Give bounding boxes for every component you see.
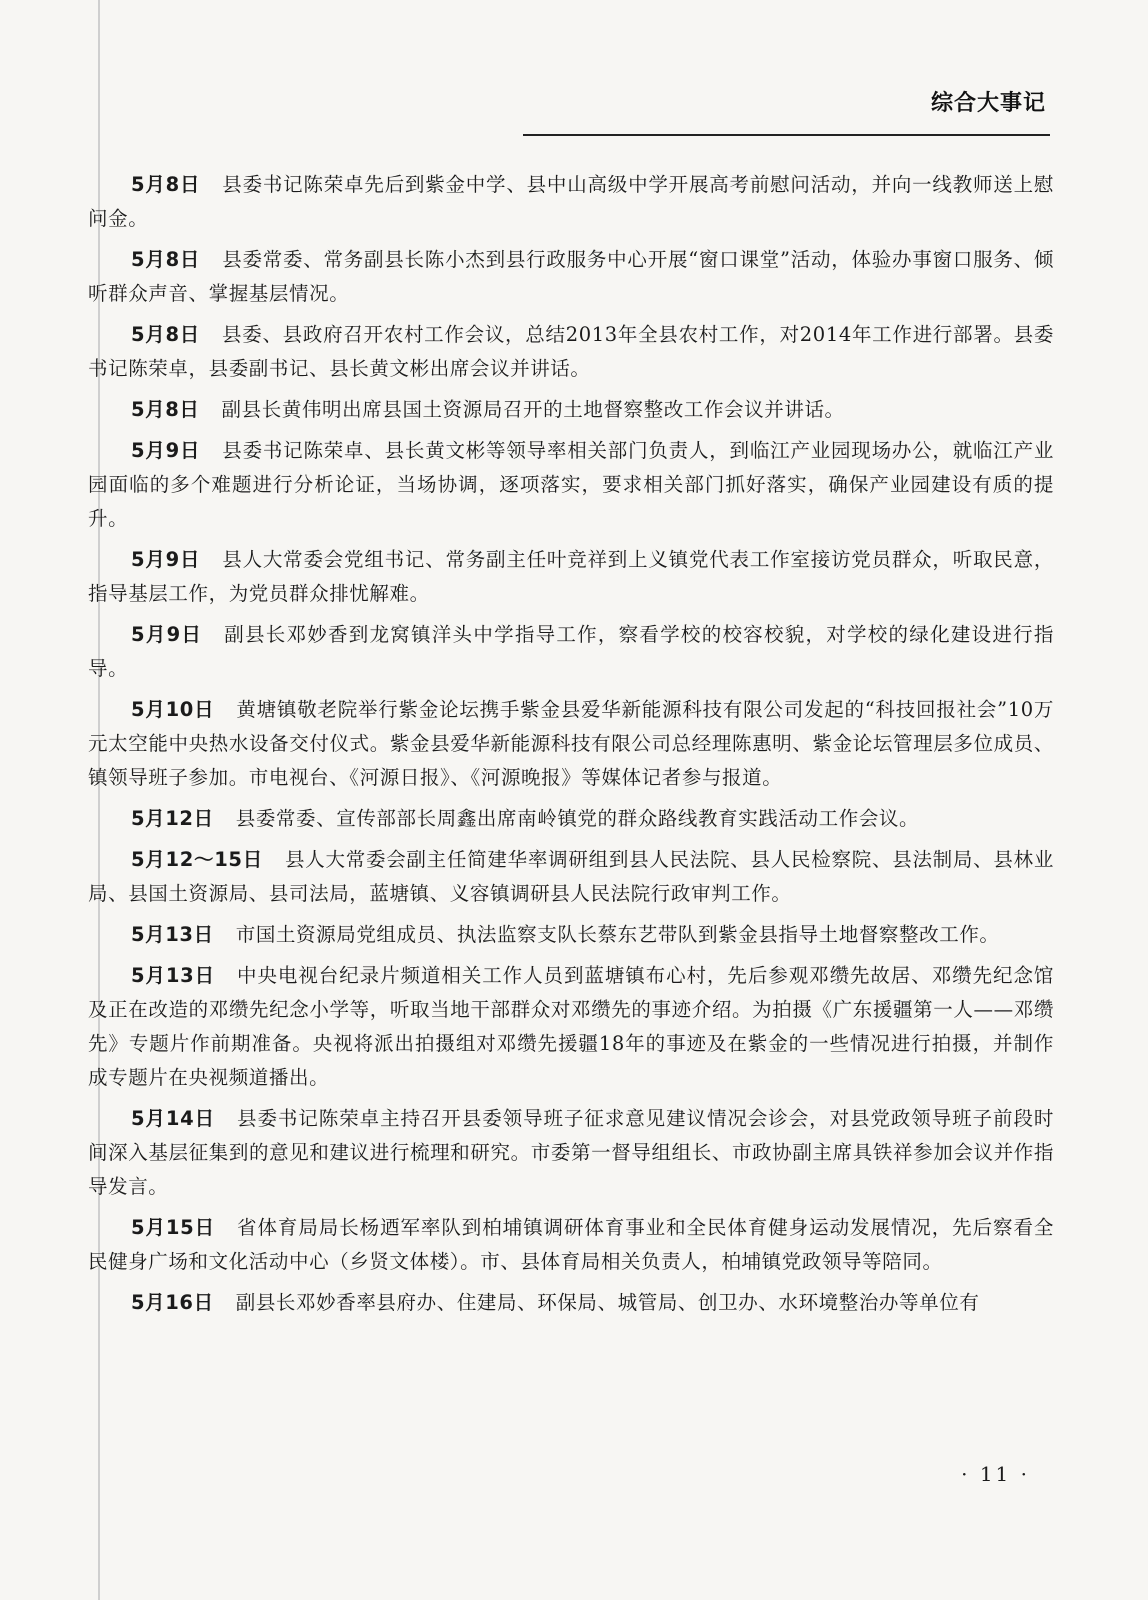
entry [88,618,1054,686]
entry-date: 5月10日 [131,698,215,721]
entry-date: 5月12日 [131,807,214,830]
entry-date: 5月13日 [131,964,216,987]
entry-date: 5月12～15日 [131,848,263,871]
entry [88,318,1054,386]
entry-text: 县委常委、宣传部部长周鑫出席南岭镇党的群众路线教育实践活动工作会议。 [235,807,920,830]
entry-text: 县委书记陈荣卓、县长黄文彬等领导率相关部门负责人，到临江产业园现场办公，就临江产业园面临的多个难题进行分析论证，当场协调，逐项落实，要求相关部门抓好落实，确保产业园建设有质的提升。 [88,439,1054,530]
entry-date: 5月16日 [131,1291,214,1314]
entry-text: 省体育局局长杨迺军率队到柏埔镇调研体育事业和全民体育健身运动发展情况，先后察看全民健身广场和文化活动中心（乡贤文体楼）。市、县体育局相关负责人，柏埔镇党政领导等陪同。 [88,1216,1054,1273]
entry-date: 5月8日 [131,323,201,346]
entry-text: 中央电视台纪录片频道相关工作人员到蓝塘镇布心村，先后参观邓缵先故居、邓缵先纪念馆及正在改造的邓缵先纪念小学等，听取当地干部群众对邓缵先的事迹介绍。为拍摄《广东援疆第一人——邓缵先》专题片作前期准备。央视将派出拍摄组对邓缵先援疆18年的事迹及在紫金的一些情况进行拍摄，并制作成专题片在央视频道播出。 [88,964,1054,1089]
entry [88,543,1054,611]
entry-date: 5月9日 [131,439,201,462]
entry-text: 县委常委、常务副县长陈小杰到县行政服务中心开展“窗口课堂”活动，体验办事窗口服务、倾听群众声音、掌握基层情况。 [88,248,1054,305]
entry-text: 副县长黄伟明出席县国土资源局召开的土地督察整改工作会议并讲话。 [221,398,845,421]
entry-text: 黄塘镇敬老院举行紫金论坛携手紫金县爱华新能源科技有限公司发起的“科技回报社会”10万元太空能中央热水设备交付仪式。紫金县爱华新能源科技有限公司总经理陈惠明、紫金论坛管理层多位成员、镇领导班子参加。市电视台、《河源日报》、《河源晚报》等媒体记者参与报道。 [88,698,1054,789]
entry [88,243,1054,311]
entry [88,918,1054,952]
entries-list [88,168,1054,1327]
entry-date: 5月9日 [131,548,201,571]
entry [88,1286,1054,1320]
entry [88,434,1054,536]
entry-text: 市国土资源局党组成员、执法监察支队长蔡东艺带队到紫金县指导土地督察整改工作。 [235,923,1000,946]
entry-text: 副县长邓妙香到龙窝镇洋头中学指导工作，察看学校的校容校貌，对学校的绿化建设进行指导。 [88,623,1054,680]
entry [88,1211,1054,1279]
entry [88,693,1054,795]
entry [88,393,1054,427]
header-rule [523,134,1050,136]
entry [88,843,1054,911]
page-number: · 11 · [961,1462,1030,1486]
entry-text: 县委书记陈荣卓先后到紫金中学、县中山高级中学开展高考前慰问活动，并向一线教师送上慰问金。 [88,173,1054,230]
entry [88,802,1054,836]
entry-date: 5月15日 [131,1216,216,1239]
entry-text: 县人大常委会副主任简建华率调研组到县人民法院、县人民检察院、县法制局、县林业局、县国土资源局、县司法局，蓝塘镇、义容镇调研县人民法院行政审判工作。 [88,848,1054,905]
entry-text: 副县长邓妙香率县府办、住建局、环保局、城管局、创卫办、水环境整治办等单位有 [235,1291,980,1314]
entry-date: 5月8日 [131,248,201,271]
entry-date: 5月9日 [131,623,203,646]
entry-text: 县委、县政府召开农村工作会议，总结2013年全县农村工作，对2014年工作进行部署。县委书记陈荣卓，县委副书记、县长黄文彬出席会议并讲话。 [88,323,1054,380]
entry-date: 5月13日 [131,923,214,946]
entry [88,1102,1054,1204]
section-title: 综合大事记 [930,91,1046,116]
entry-date: 5月8日 [131,173,201,196]
entry-text: 县人大常委会党组书记、常务副主任叶竞祥到上义镇党代表工作室接访党员群众，听取民意，指导基层工作，为党员群众排忧解难。 [88,548,1054,605]
entry-text: 县委书记陈荣卓主持召开县委领导班子征求意见建议情况会诊会，对县党政领导班子前段时间深入基层征集到的意见和建议进行梳理和研究。市委第一督导组组长、市政协副主席具铁祥参加会议并作指导发言。 [88,1107,1054,1198]
entry-date: 5月14日 [131,1107,216,1130]
entry-date: 5月8日 [131,398,200,421]
entry [88,168,1054,236]
entry [88,959,1054,1095]
